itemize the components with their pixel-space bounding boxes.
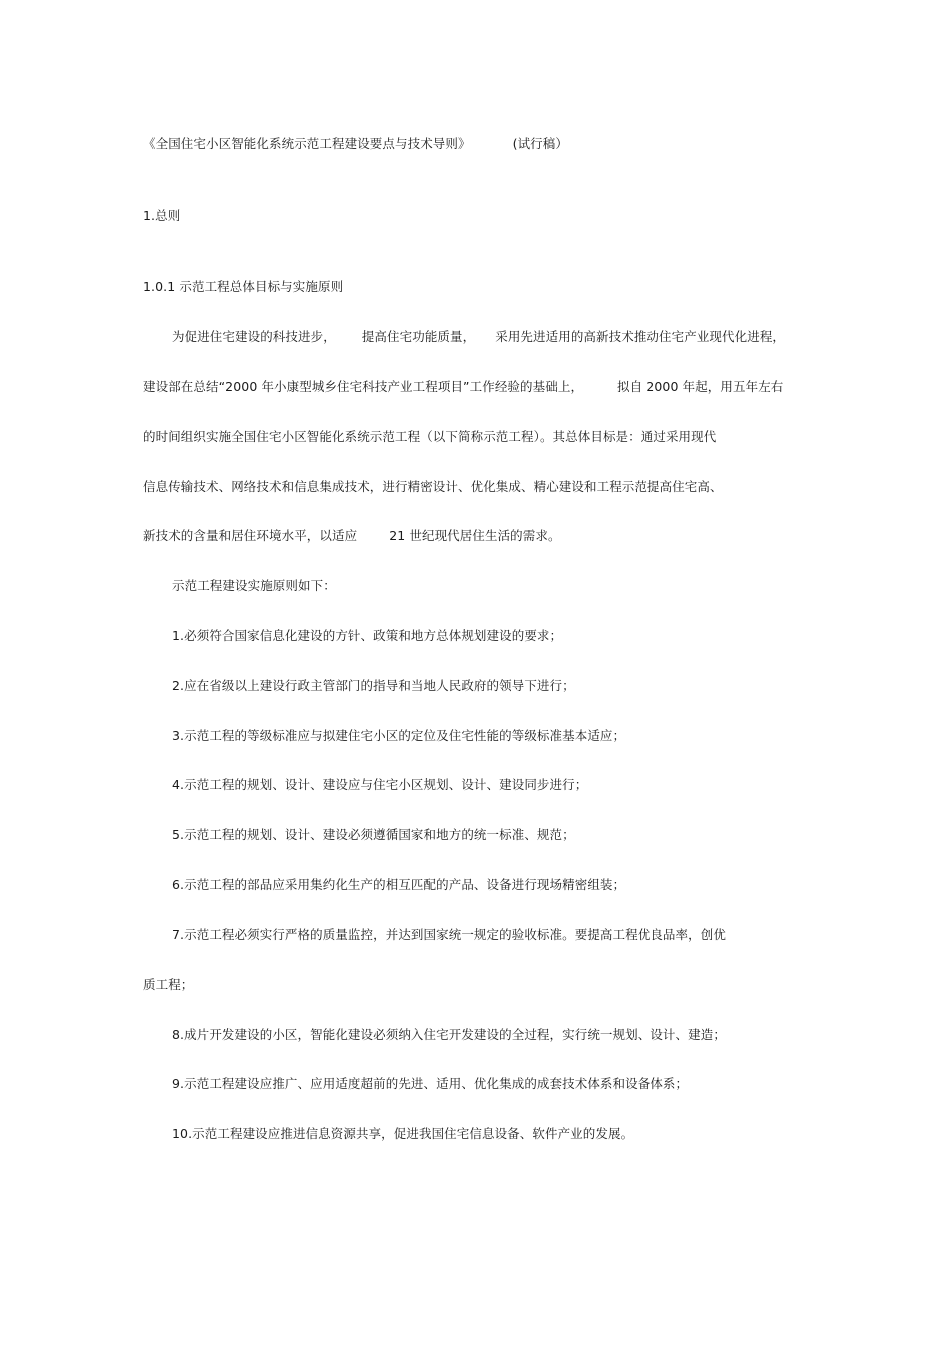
intro-line-4: 信息传输技术、网络技术和信息集成技术，进行精密设计、优化集成、精心建设和工程示范提高住宅高、 <box>143 479 723 494</box>
principle-item-continuation: 质工程； <box>143 977 194 992</box>
principle-item: 6.示范工程的部品应采用集约化生产的相互匹配的产品、设备进行现场精密组装； <box>172 877 626 892</box>
section-heading-1-0-1: 1.0.1 示范工程总体目标与实施原则 <box>143 279 344 294</box>
principle-item: 7.示范工程必须实行严格的质量监控，并达到国家统一规定的验收标准。要提高工程优良品率，创优 <box>172 927 726 942</box>
principle-item: 2.应在省级以上建设行政主管部门的指导和当地人民政府的领导下进行； <box>172 678 575 693</box>
principle-item: 9.示范工程建设应推广、应用适度超前的先进、适用、优化集成的成套技术体系和设备体系； <box>172 1076 689 1091</box>
intro-line-5: 新技术的含量和居住环境水平，以适应 21 世纪现代居住生活的需求。 <box>143 528 561 543</box>
section-heading-1: 1.总则 <box>143 208 181 223</box>
principle-item: 3.示范工程的等级标准应与拟建住宅小区的定位及住宅性能的等级标准基本适应； <box>172 728 626 743</box>
document-title: 《全国住宅小区智能化系统示范工程建设要点与技术导则》 <box>143 136 471 151</box>
principle-item: 5.示范工程的规划、设计、建设必须遵循国家和地方的统一标准、规范； <box>172 827 575 842</box>
intro-line-1: 为促进住宅建设的科技进步， 提高住宅功能质量， 采用先进适用的高新技术推动住宅产业现代化进程， <box>172 329 786 344</box>
principle-item: 4.示范工程的规划、设计、建设应与住宅小区规划、设计、建设同步进行； <box>172 777 588 792</box>
principle-item: 8.成片开发建设的小区，智能化建设必须纳入住宅开发建设的全过程，实行统一规划、设计、建造； <box>172 1027 726 1042</box>
intro-line-2: 建设部在总结“2000 年小康型城乡住宅科技产业工程项目”工作经验的基础上， 拟自 2000 年起，用五年左右 <box>143 379 784 394</box>
document-title-note: (试行稿） <box>512 136 568 151</box>
principle-item: 10.示范工程建设应推进信息资源共享，促进我国住宅信息设备、软件产业的发展。 <box>172 1126 634 1141</box>
document-title-line <box>143 136 568 152</box>
principle-item: 1.必须符合国家信息化建设的方针、政策和地方总体规划建设的要求； <box>172 628 563 643</box>
principles-heading: 示范工程建设实施原则如下： <box>172 578 336 593</box>
intro-line-3: 的时间组织实施全国住宅小区智能化系统示范工程（以下简称示范工程）。其总体目标是：通过采用现代 <box>143 429 717 444</box>
